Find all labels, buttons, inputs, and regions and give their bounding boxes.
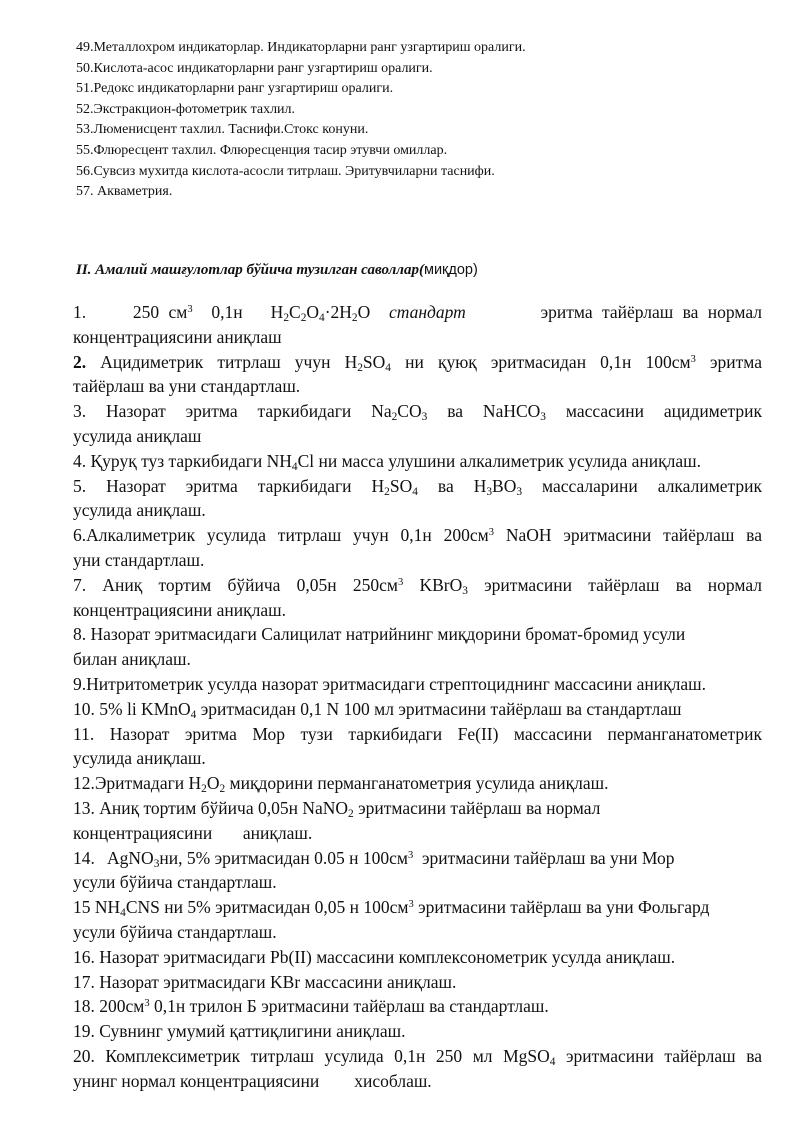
question-7: 7. Аниқ тортим бўйича 0,05н $250см^3$ KBrO$_3$ эритмасини тайёрлаш ва нормал концентрациясини аниқлаш. — [73, 574, 762, 620]
question-5: 5. Назорат эритма таркибидаги $H_2SO_4$ ва $H_3BO_3$ массаларини алкалиметрик усулида аниқлаш. — [73, 475, 763, 521]
question-12: 12.Эритмадаги $H_2O_2$ миқдорини перманганатометрия усулида аниқлаш. — [73, 773, 609, 796]
question-3: 3. Назорат эритма таркибидаги $Na_2CO_3$ ва NaHCO$_3$ массасини ацидиметрик усулида аниқлаш — [73, 401, 763, 446]
question-19: 19. Сувнинг умумий қаттиқлигини аниқлаш. — [73, 1021, 406, 1042]
question-15: 15 $NH_4CNS$ ни 5% эритмасидан 0,05 н $100см^3$ эритмасини тайёрлаш ва уни Фольгард усули бўйича стандартлаш. — [73, 897, 710, 942]
list-item: 56.Сувсиз мухитда кислота-асосли титрлаш. Эритувчиларни таснифи. — [76, 163, 495, 179]
question-14: 14. AgNO$_3$ни, 5% эритмасидан 0.05 н $100см^3$ эритмасини тайёрлаш ва уни Мор усули бўйича стандартлаш. — [73, 847, 675, 893]
question-1: 1. 250 $см^3$ 0,1н $H_2C_2O_4\cdot 2H_2O$ стандарт эритма тайёрлаш ва нормал концентрациясини аниқлаш — [73, 302, 762, 347]
question-4: 4. Қуруқ туз таркибидаги $NH_4Cl$ ни масса улушини алкалиметрик усулида аниқлаш. — [73, 450, 701, 473]
question-9: 9.Нитритометрик усулда назорат эритмасидаги стрептоциднинг массасини аниқлаш. — [73, 673, 706, 694]
practical-question-list — [73, 300, 762, 1094]
section-heading-normal: миқдор) — [423, 262, 478, 278]
question-20: 20. Комплексиметрик титрлаш усулида 0,1н 250 мл MgSO$_4$ эритмасини тайёрлаш ва унинг нормал концентрациясини хисоблаш. — [73, 1045, 763, 1091]
question-18: 18. $200см^3$ 0,1н трилон Б эритмасини тайёрлаш ва стандартлаш. — [73, 996, 549, 1017]
list-item: 50.Кислота-асос индикаторларни ранг узгартириш оралиги. — [76, 60, 433, 76]
theory-question-list — [76, 38, 766, 203]
question-16: 16. Назорат эритмасидаги Pb(II) массасини комплексонометрик усулда аниқлаш. — [73, 946, 676, 967]
list-item: 51.Редокс индикаторларни ранг узгартириш оралиги. — [76, 81, 394, 97]
question-8: 8. Назорат эритмасидаги Салицилат натрийнинг миқдорини бромат-бромид усули билан аниқлаш. — [73, 624, 686, 670]
list-item: 53.Люменисцент тахлил. Таснифи.Стокс конуни. — [76, 122, 369, 138]
section-heading — [76, 262, 766, 279]
list-item: 57. Акваметрия. — [76, 184, 173, 200]
question-6: 6.Алкалиметрик усулида титрлаш учун 0,1н $200см^3$ NaOH эритмасини тайёрлаш ва уни стандартлаш. — [73, 525, 762, 570]
list-item: 49.Металлохром индикаторлар. Индикаторларни ранг узгартириш оралиги. — [76, 40, 526, 55]
question-2: 2. Ацидиметрик титрлаш учун $H_2SO_4$ ни қуюқ эритмасидан 0,1н $100см^3$ эритма тайёрлаш ва уни стандартлаш. — [73, 351, 763, 397]
question-11: 11. Назорат эритма Мор тузи таркибидаги Fe(II) массасини перманганатометрик усулида аниқлаш. — [73, 723, 762, 769]
question-10: 10. 5% li KMnO$_4$ эритмасидан 0,1 N 100 мл эритмасини тайёрлаш ва стандартлаш — [73, 698, 682, 721]
list-item: 52.Экстракцион-фотометрик тахлил. — [76, 101, 296, 117]
section-heading-bold: II. Амалий машғулотлар бўйича тузилган саволлар( — [76, 262, 424, 278]
question-13: 13. Аниқ тортим бўйича 0,05н NaNO$_2$ эритмасини тайёрлаш ва нормал концентрациясини аниқлаш. — [73, 797, 601, 843]
list-item: 55.Флюресцент тахлил. Флюресценция тасир этувчи омиллар. — [76, 142, 448, 158]
question-17: 17. Назорат эритмасидаги KBr массасини аниқлаш. — [73, 971, 457, 992]
